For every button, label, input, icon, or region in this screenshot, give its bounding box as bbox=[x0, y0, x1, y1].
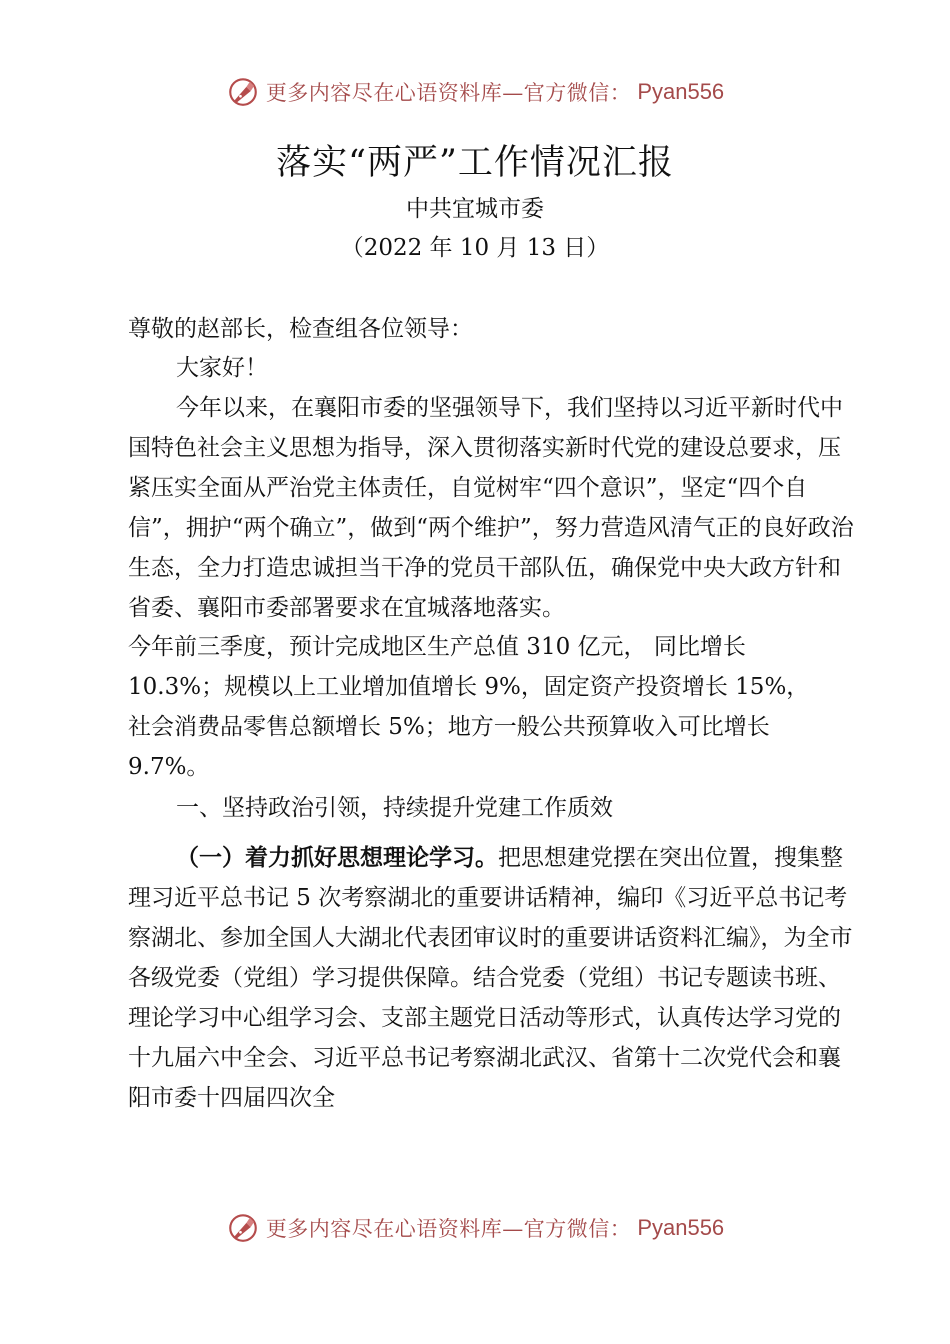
watermark-text: 更多内容尽在心语资料库—官方微信： bbox=[265, 81, 632, 105]
watermark-wechat-id: Pyan556 bbox=[637, 1215, 725, 1240]
document-title: 落实“两严”工作情况汇报 bbox=[276, 143, 674, 183]
section-heading: 一、坚持政治引领，持续提升党建工作质效 bbox=[176, 795, 613, 821]
watermark-text: 更多内容尽在心语资料库—官方微信： bbox=[265, 1217, 632, 1241]
intro-paragraph: 今年以来，在襄阳市委的坚强领导下，我们坚持以习近平新时代中国特色社会主义思想为指导，深入贯彻落实新时代党的建设总要求，压紧压实全面从严治党主体责任，自觉树牢“四个意识”，坚定“四个自信”，拥护“两个确立”，做到“两个维护”，努力营造风清气正的良好政治生态，全力打造忠诚担当干净的党员干部队伍，确保党中央大政方针和省委、襄阳市委部署要求在宜城落地落实。 bbox=[128, 395, 854, 621]
document-date: （2022 年 10 月 13 日） bbox=[340, 235, 610, 261]
pen-nib-logo-icon bbox=[226, 1211, 260, 1245]
subsection-paragraph bbox=[128, 838, 858, 1118]
header-watermark bbox=[0, 72, 950, 112]
subsection-text: 把思想建党摆在突出位置，搜集整理习近平总书记 5 次考察湖北的重要讲话精神，编印《习近平总书记考察湖北、参加全国人大湖北代表团审议时的重要讲话资料汇编》，为全市各级党委（党组）学习提供保障。结合党委（党组）书记专题读书班、理论学习中心组学习会、支部主题党日活动等形式，认真传达学习党的十九届六中全会、习近平总书记考察湖北武汉、省第十二次党代会和襄阳市委十四届四次全 bbox=[128, 845, 853, 1111]
greeting: 大家好！ bbox=[176, 355, 268, 381]
watermark-wechat-id: Pyan556 bbox=[637, 79, 725, 104]
document-organization: 中共宜城市委 bbox=[406, 196, 544, 222]
statistics-paragraph: 今年前三季度，预计完成地区生产总值 310 亿元， 同比增长 10.3%；规模以上工业增加值增长 9%，固定资产投资增长 15%，社会消费品零售总额增长 5%；地方一般公共预算收入可比增长 9.7%。 bbox=[128, 634, 810, 780]
subsection-heading: （一）着力抓好思想理论学习。 bbox=[176, 845, 498, 871]
pen-nib-logo-icon bbox=[226, 75, 260, 109]
footer-watermark bbox=[0, 1208, 950, 1248]
salutation: 尊敬的赵部长，检查组各位领导： bbox=[128, 316, 473, 342]
